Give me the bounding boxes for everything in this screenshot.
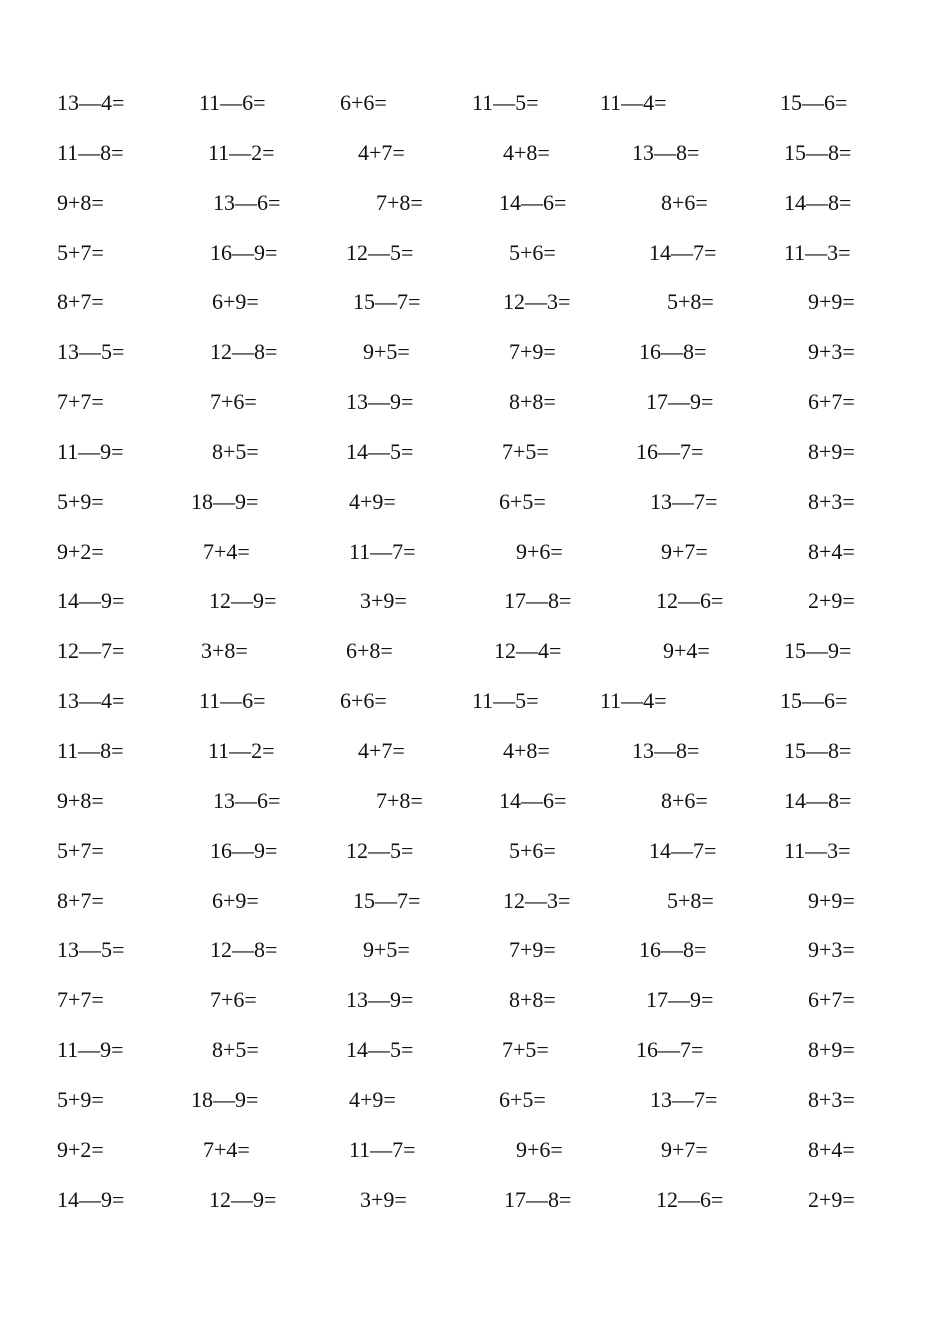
math-problem: 9+3= (808, 339, 855, 365)
math-problem: 17—8= (504, 588, 572, 614)
math-problem: 15—9= (784, 638, 852, 664)
math-problem: 9+2= (57, 538, 104, 564)
math-problem: 7+8= (376, 189, 423, 215)
math-problem: 13—5= (57, 339, 125, 365)
problem-row (0, 1037, 950, 1087)
math-problem: 13—6= (213, 189, 281, 215)
math-problem: 8+9= (808, 1037, 855, 1063)
math-problem: 7+7= (57, 987, 104, 1013)
math-problem: 4+7= (358, 737, 405, 763)
math-problem: 6+5= (499, 1086, 546, 1112)
problem-row (0, 539, 950, 589)
math-problem: 5+6= (509, 239, 556, 265)
math-problem: 12—3= (503, 289, 571, 315)
math-problem: 15—6= (780, 90, 848, 115)
math-problem: 11—4= (600, 90, 667, 115)
math-problem: 8+4= (808, 1136, 855, 1162)
math-problem: 7+5= (502, 438, 549, 464)
math-problem: 14—5= (346, 438, 414, 464)
arithmetic-worksheet (0, 90, 950, 1236)
math-problem: 14—8= (784, 787, 852, 813)
math-problem: 9+5= (363, 339, 410, 365)
math-problem: 12—5= (346, 239, 414, 265)
problem-row (0, 240, 950, 290)
math-problem: 5+8= (667, 887, 714, 913)
math-problem: 9+7= (661, 538, 708, 564)
math-problem: 16—7= (636, 438, 704, 464)
problem-row (0, 1137, 950, 1187)
math-problem: 6+7= (808, 389, 855, 415)
math-problem: 3+8= (201, 638, 248, 664)
problem-row (0, 190, 950, 240)
problem-row (0, 838, 950, 888)
math-problem: 8+7= (57, 289, 104, 315)
math-problem: 6+9= (212, 887, 259, 913)
math-problem: 8+5= (212, 1037, 259, 1063)
problem-row (0, 688, 950, 738)
math-problem: 13—4= (57, 90, 125, 115)
math-problem: 5+7= (57, 837, 104, 863)
math-problem: 12—9= (209, 588, 277, 614)
math-problem: 13—8= (632, 139, 700, 165)
math-problem: 14—8= (784, 189, 852, 215)
math-problem: 5+8= (667, 289, 714, 315)
math-problem: 8+4= (808, 538, 855, 564)
math-problem: 8+9= (808, 438, 855, 464)
math-problem: 12—6= (656, 588, 724, 614)
math-problem: 8+6= (661, 189, 708, 215)
math-problem: 5+7= (57, 239, 104, 265)
math-problem: 4+8= (503, 139, 550, 165)
problem-row (0, 638, 950, 688)
problem-row (0, 339, 950, 389)
problem-row (0, 937, 950, 987)
math-problem: 16—9= (210, 837, 278, 863)
math-problem: 9+6= (516, 1136, 563, 1162)
problem-row (0, 987, 950, 1037)
problem-row (0, 289, 950, 339)
math-problem: 11—6= (199, 90, 266, 115)
problem-row (0, 1087, 950, 1137)
problem-row (0, 588, 950, 638)
math-problem: 9+7= (661, 1136, 708, 1162)
math-problem: 14—7= (649, 837, 717, 863)
math-problem: 5+6= (509, 837, 556, 863)
math-problem: 7+9= (509, 339, 556, 365)
math-problem: 6+7= (808, 987, 855, 1013)
math-problem: 11—4= (600, 688, 667, 714)
math-problem: 13—6= (213, 787, 281, 813)
math-problem: 11—9= (57, 438, 124, 464)
math-problem: 13—7= (650, 1086, 718, 1112)
problem-row (0, 389, 950, 439)
math-problem: 8+3= (808, 488, 855, 514)
math-problem: 12—6= (656, 1186, 724, 1212)
problem-row (0, 788, 950, 838)
math-problem: 12—8= (210, 937, 278, 963)
math-problem: 9+2= (57, 1136, 104, 1162)
problem-row (0, 489, 950, 539)
math-problem: 6+8= (346, 638, 393, 664)
math-problem: 9+5= (363, 937, 410, 963)
math-problem: 8+8= (509, 389, 556, 415)
math-problem: 15—7= (353, 289, 421, 315)
math-problem: 6+6= (340, 688, 387, 714)
math-problem: 13—8= (632, 737, 700, 763)
problem-row (0, 1187, 950, 1237)
math-problem: 16—9= (210, 239, 278, 265)
math-problem: 18—9= (191, 488, 259, 514)
math-problem: 7+5= (502, 1037, 549, 1063)
math-problem: 7+8= (376, 787, 423, 813)
math-problem: 13—7= (650, 488, 718, 514)
math-problem: 7+9= (509, 937, 556, 963)
math-problem: 5+9= (57, 1086, 104, 1112)
math-problem: 4+9= (349, 1086, 396, 1112)
math-problem: 13—9= (346, 987, 414, 1013)
math-problem: 11—7= (349, 538, 416, 564)
math-problem: 12—3= (503, 887, 571, 913)
math-problem: 6+5= (499, 488, 546, 514)
problem-row (0, 90, 950, 140)
math-problem: 8+7= (57, 887, 104, 913)
math-problem: 11—2= (208, 737, 275, 763)
math-problem: 11—2= (208, 139, 275, 165)
math-problem: 9+9= (808, 887, 855, 913)
math-problem: 3+9= (360, 588, 407, 614)
math-problem: 15—7= (353, 887, 421, 913)
math-problem: 8+3= (808, 1086, 855, 1112)
math-problem: 7+4= (203, 538, 250, 564)
math-problem: 9+9= (808, 289, 855, 315)
math-problem: 9+6= (516, 538, 563, 564)
math-problem: 9+4= (663, 638, 710, 664)
math-problem: 14—6= (499, 189, 567, 215)
math-problem: 6+9= (212, 289, 259, 315)
math-problem: 14—9= (57, 1186, 125, 1212)
math-problem: 12—8= (210, 339, 278, 365)
math-problem: 8+6= (661, 787, 708, 813)
math-problem: 12—4= (494, 638, 562, 664)
math-problem: 8+5= (212, 438, 259, 464)
math-problem: 12—5= (346, 837, 414, 863)
math-problem: 13—5= (57, 937, 125, 963)
math-problem: 15—6= (780, 688, 848, 714)
math-problem: 6+6= (340, 90, 387, 115)
math-problem: 4+8= (503, 737, 550, 763)
math-problem: 11—5= (472, 688, 539, 714)
math-problem: 16—7= (636, 1037, 704, 1063)
math-problem: 11—8= (57, 139, 124, 165)
math-problem: 8+8= (509, 987, 556, 1013)
math-problem: 17—8= (504, 1186, 572, 1212)
math-problem: 17—9= (646, 987, 714, 1013)
math-problem: 3+9= (360, 1186, 407, 1212)
math-problem: 14—9= (57, 588, 125, 614)
math-problem: 15—8= (784, 737, 852, 763)
math-problem: 7+6= (210, 987, 257, 1013)
math-problem: 4+9= (349, 488, 396, 514)
math-problem: 15—8= (784, 139, 852, 165)
math-problem: 11—9= (57, 1037, 124, 1063)
problem-row (0, 140, 950, 190)
math-problem: 12—9= (209, 1186, 277, 1212)
math-problem: 9+3= (808, 937, 855, 963)
math-problem: 14—6= (499, 787, 567, 813)
math-problem: 13—9= (346, 389, 414, 415)
math-problem: 9+8= (57, 787, 104, 813)
math-problem: 5+9= (57, 488, 104, 514)
math-problem: 7+6= (210, 389, 257, 415)
math-problem: 11—6= (199, 688, 266, 714)
math-problem: 7+4= (203, 1136, 250, 1162)
math-problem: 4+7= (358, 139, 405, 165)
math-problem: 16—8= (639, 339, 707, 365)
math-problem: 18—9= (191, 1086, 259, 1112)
math-problem: 11—3= (784, 239, 851, 265)
problem-row (0, 738, 950, 788)
math-problem: 11—3= (784, 837, 851, 863)
math-problem: 17—9= (646, 389, 714, 415)
math-problem: 14—5= (346, 1037, 414, 1063)
problem-row (0, 888, 950, 938)
math-problem: 11—5= (472, 90, 539, 115)
math-problem: 16—8= (639, 937, 707, 963)
math-problem: 2+9= (808, 588, 855, 614)
math-problem: 11—7= (349, 1136, 416, 1162)
math-problem: 11—8= (57, 737, 124, 763)
math-problem: 14—7= (649, 239, 717, 265)
math-problem: 9+8= (57, 189, 104, 215)
math-problem: 7+7= (57, 389, 104, 415)
math-problem: 2+9= (808, 1186, 855, 1212)
math-problem: 12—7= (57, 638, 125, 664)
problem-row (0, 439, 950, 489)
math-problem: 13—4= (57, 688, 125, 714)
